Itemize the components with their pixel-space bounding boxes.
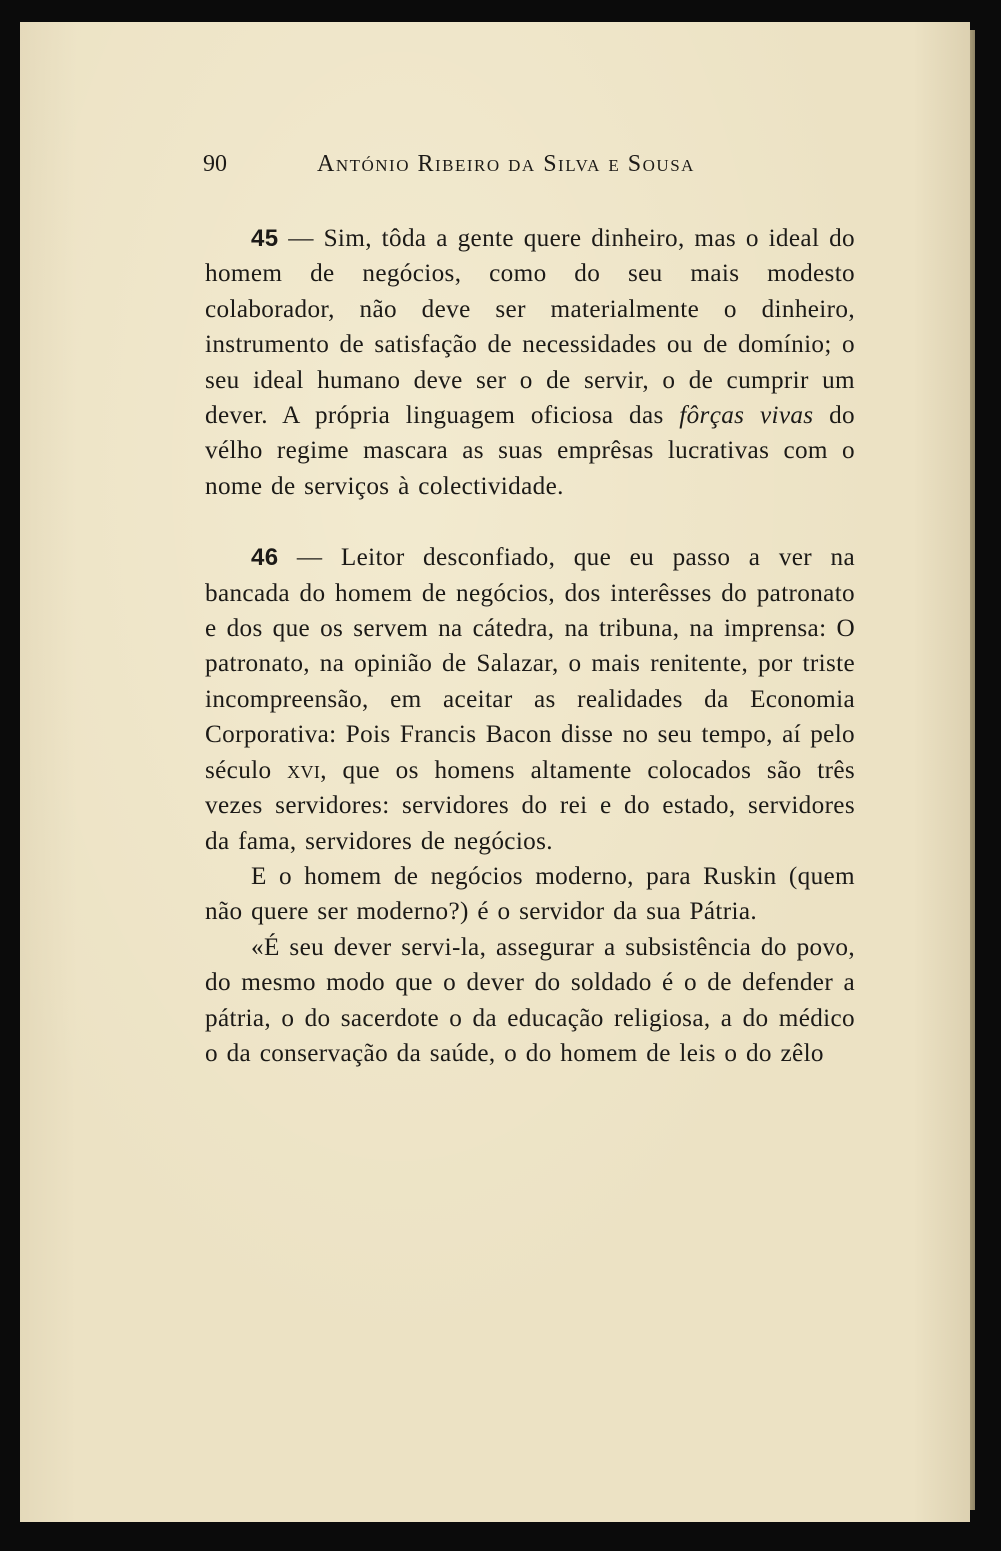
em-dash: — [278,225,324,252]
paragraph-46 [205,540,855,859]
paragraph-45 [205,221,855,504]
paragraph-quote: «É seu dever servi-la, assegurar a subsistência do povo, do mesmo modo que o dever do soldado é o de defender a pátria, o do sacerdote o da educação religiosa, a do médico o da conservação da saúde, o do homem de leis o do zêlo [205,933,855,1067]
paragraph-text: , que os homens altamente colocados são três vezes servidores: servidores do rei e do estado, servidores da fama, servidores de negócios. [205,756,856,855]
paragraph-text: do vélho regime mascara as suas emprêsas lucrativas com o nome de serviços à colectividade. [205,402,855,500]
page-number: 90 [203,151,227,177]
page-header [205,145,855,191]
century-numeral: xvi [287,756,321,784]
paragraph-text: Leitor desconfiado, que eu passo a ver na bancada do homem de negócios, dos interêsses do patronato e dos que os servem na cátedra, na tribuna, na imprensa: O patronato, na opinião de Salazar, o mais renitente, por triste incompreensão, em aceitar as realidades da Economia Corporativa: Pois Francis Bacon disse no seu tempo, aí pelo século [205,544,855,784]
paragraph-number: 46 [251,544,279,572]
text-block [205,145,855,1071]
em-dash: — [278,544,341,572]
paragraph-text: Sim, tôda a gente quere dinheiro, mas o ideal do homem de negócios, como do seu mais modesto colaborador, não deve ser materialmente o dinheiro, instrumento de satisfação de necessidades ou de domínio; o seu ideal humano deve ser o de servir, o de cumprir um dever. A própria linguagem oficiosa das [205,225,855,430]
running-head: António Ribeiro da Silva e Sousa [317,151,695,177]
paragraph-ruskin: E o homem de negócios moderno, para Ruskin (quem não quere ser moderno?) é o servidor da sua Pátria. [205,862,855,926]
paragraph-number: 45 [251,225,279,252]
italic-phrase: fôrças vivas [679,402,814,430]
